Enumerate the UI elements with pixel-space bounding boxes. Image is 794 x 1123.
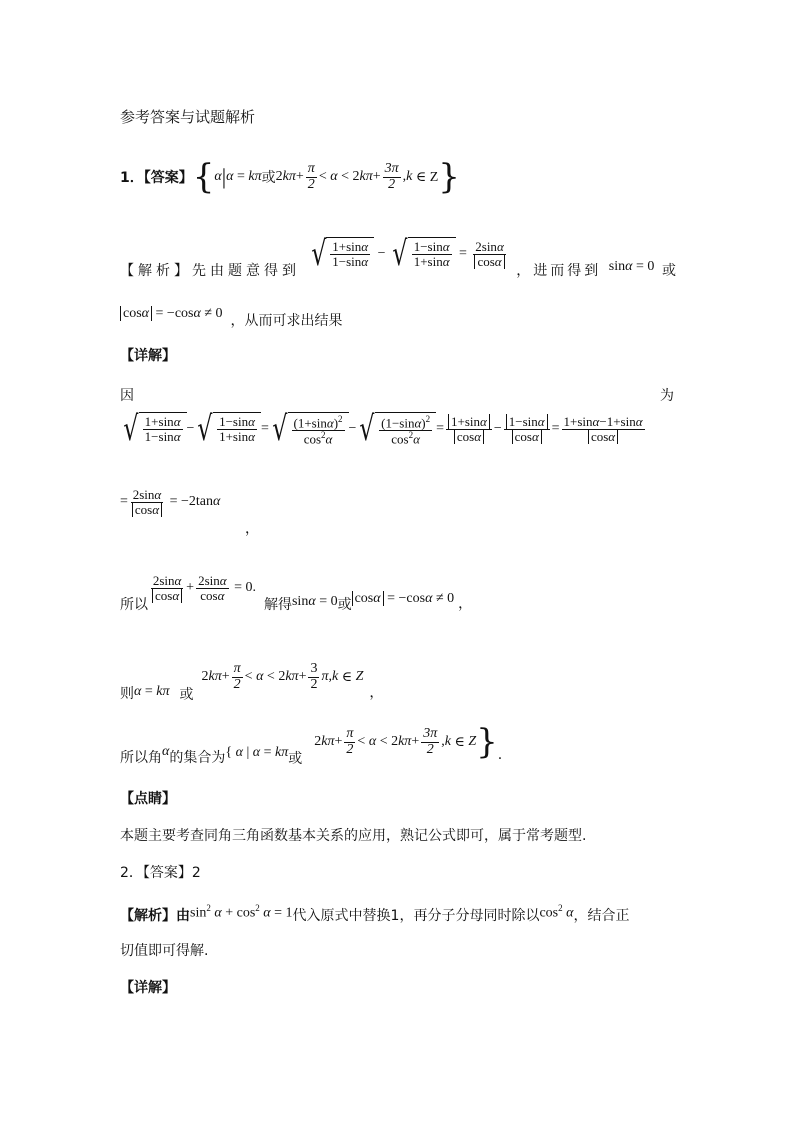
q2-answer-label: 2．【答案】2	[120, 865, 201, 881]
q1-answer-line: 1．【答案】 { α | α = kπ 或 2 kπ + $\frac{\pi}{2}$ < α < 2 kπ + $\frac{3\pi}{2}$ , k ∈ Z }	[120, 157, 460, 197]
q2-analysis-end: ，结合正	[573, 908, 630, 924]
q1-because-left: 因	[120, 388, 134, 404]
q1-comment-label: 【点睛】	[120, 791, 176, 807]
q1-comma-3: ，	[369, 685, 384, 701]
q1-solve-label: 解得	[263, 597, 292, 613]
q1-set-or: 或	[288, 751, 303, 767]
q1-set-label: 所以角	[120, 750, 162, 766]
left-brace: {	[192, 157, 215, 197]
q1-so-label: 所以	[120, 597, 148, 613]
q1-analysis-line2: cosα = −cosα ≠ 0 ，从而可求出结果	[120, 298, 343, 330]
q1-answer-label: 1．【答案】	[120, 170, 193, 186]
q1-comma-2: ，	[458, 596, 473, 612]
page-heading: 参考答案与试题解析	[120, 108, 256, 126]
q1-analysis-end: ，从而可求出结果	[230, 313, 343, 329]
q1-then-or: 或	[179, 687, 194, 703]
q1-comma-1: ，	[245, 521, 259, 537]
q1-period: .	[497, 747, 503, 763]
q2-analysis-line1: 【解析】由 $\sin^2 \alpha + \cos^2 \alpha = 1$ 代入原式中替换1，再分子分母同时除以 $\cos^2 \alpha$ ，结合正	[120, 902, 630, 924]
q1-derivation-line1: √ $\frac{1+\sin\alpha}{1-\sin\alpha}$ − √ $\frac{1-\sin\alpha}{1+\sin\alpha}$ = √ $\frac{(1+\sin\alpha)^2}{\cos^2\alpha}$ − √ $\frac{(1-\sin\alpha)^2}{\cos^2\alpha}$ = $\frac{1+\sin\alpha}{\cos\alpha}$ − $\frac{1-\sin\alpha}{\cos\alpha}$ = $\frac{1+\sin\alpha-1+\sin\alpha}{\cos\alpha}$	[123, 409, 643, 449]
q1-set-line: 所以角 α 的集合为 { α | α = kπ 或 2kπ+ $\frac{\pi}{2}$ < α < 2kπ+ $\frac{3\pi}{2}$ , k ∈ Z } .	[120, 722, 503, 767]
q1-solve-or: 或	[337, 597, 352, 613]
right-brace: }	[438, 157, 460, 197]
q2-analysis-line2: 切值即可得解.	[120, 943, 209, 959]
q1-so-line: 所以 $\frac{2\sin\alpha}{\cos\alpha}$ + $\frac{2\sin\alpha}{\cos\alpha}$ = 0. 解得 sinα = 0 或 cosα = −cosα ≠ 0 ，	[120, 572, 473, 613]
q1-then-line: 则 α = kπ 或 2kπ+ $\frac{\pi}{2}$ < α < 2kπ+ $\frac{3}{2}$ π , k ∈ Z ，	[120, 660, 384, 703]
q1-then-label: 则	[120, 686, 134, 702]
q1-detail-label: 【详解】	[120, 348, 176, 364]
q1-analysis-mid: ，进而得到	[516, 263, 602, 279]
q1-set-mid: 的集合为	[169, 750, 226, 766]
q1-analysis-line1: 【解析】先由题意得到 √ $\frac{1+\sin\alpha}{1-\sin\alpha}$ − √ $\frac{1-\sin\alpha}{1+\sin\alpha}$ = $\frac{2\sin\alpha}{\cos\alpha}$ ，进而得到 sin α = 0 或	[120, 234, 676, 279]
q1-analysis-label: 【解析】先由题意得到	[120, 263, 300, 279]
q2-analysis-label: 【解析】由	[120, 908, 190, 924]
q1-analysis-or: 或	[662, 263, 676, 279]
q1-comment-text: 本题主要考查同角三角函数基本关系的应用，熟记公式即可，属于常考题型.	[120, 828, 587, 844]
q1-because-right: 为	[660, 388, 674, 404]
q1-derivation-line2: = $\frac{2\sin\alpha}{\cos\alpha}$ = −2tanα	[120, 487, 221, 517]
q2-analysis-mid: 代入原式中替换1，再分子分母同时除以	[292, 908, 540, 924]
q2-detail-label: 【详解】	[120, 980, 176, 996]
